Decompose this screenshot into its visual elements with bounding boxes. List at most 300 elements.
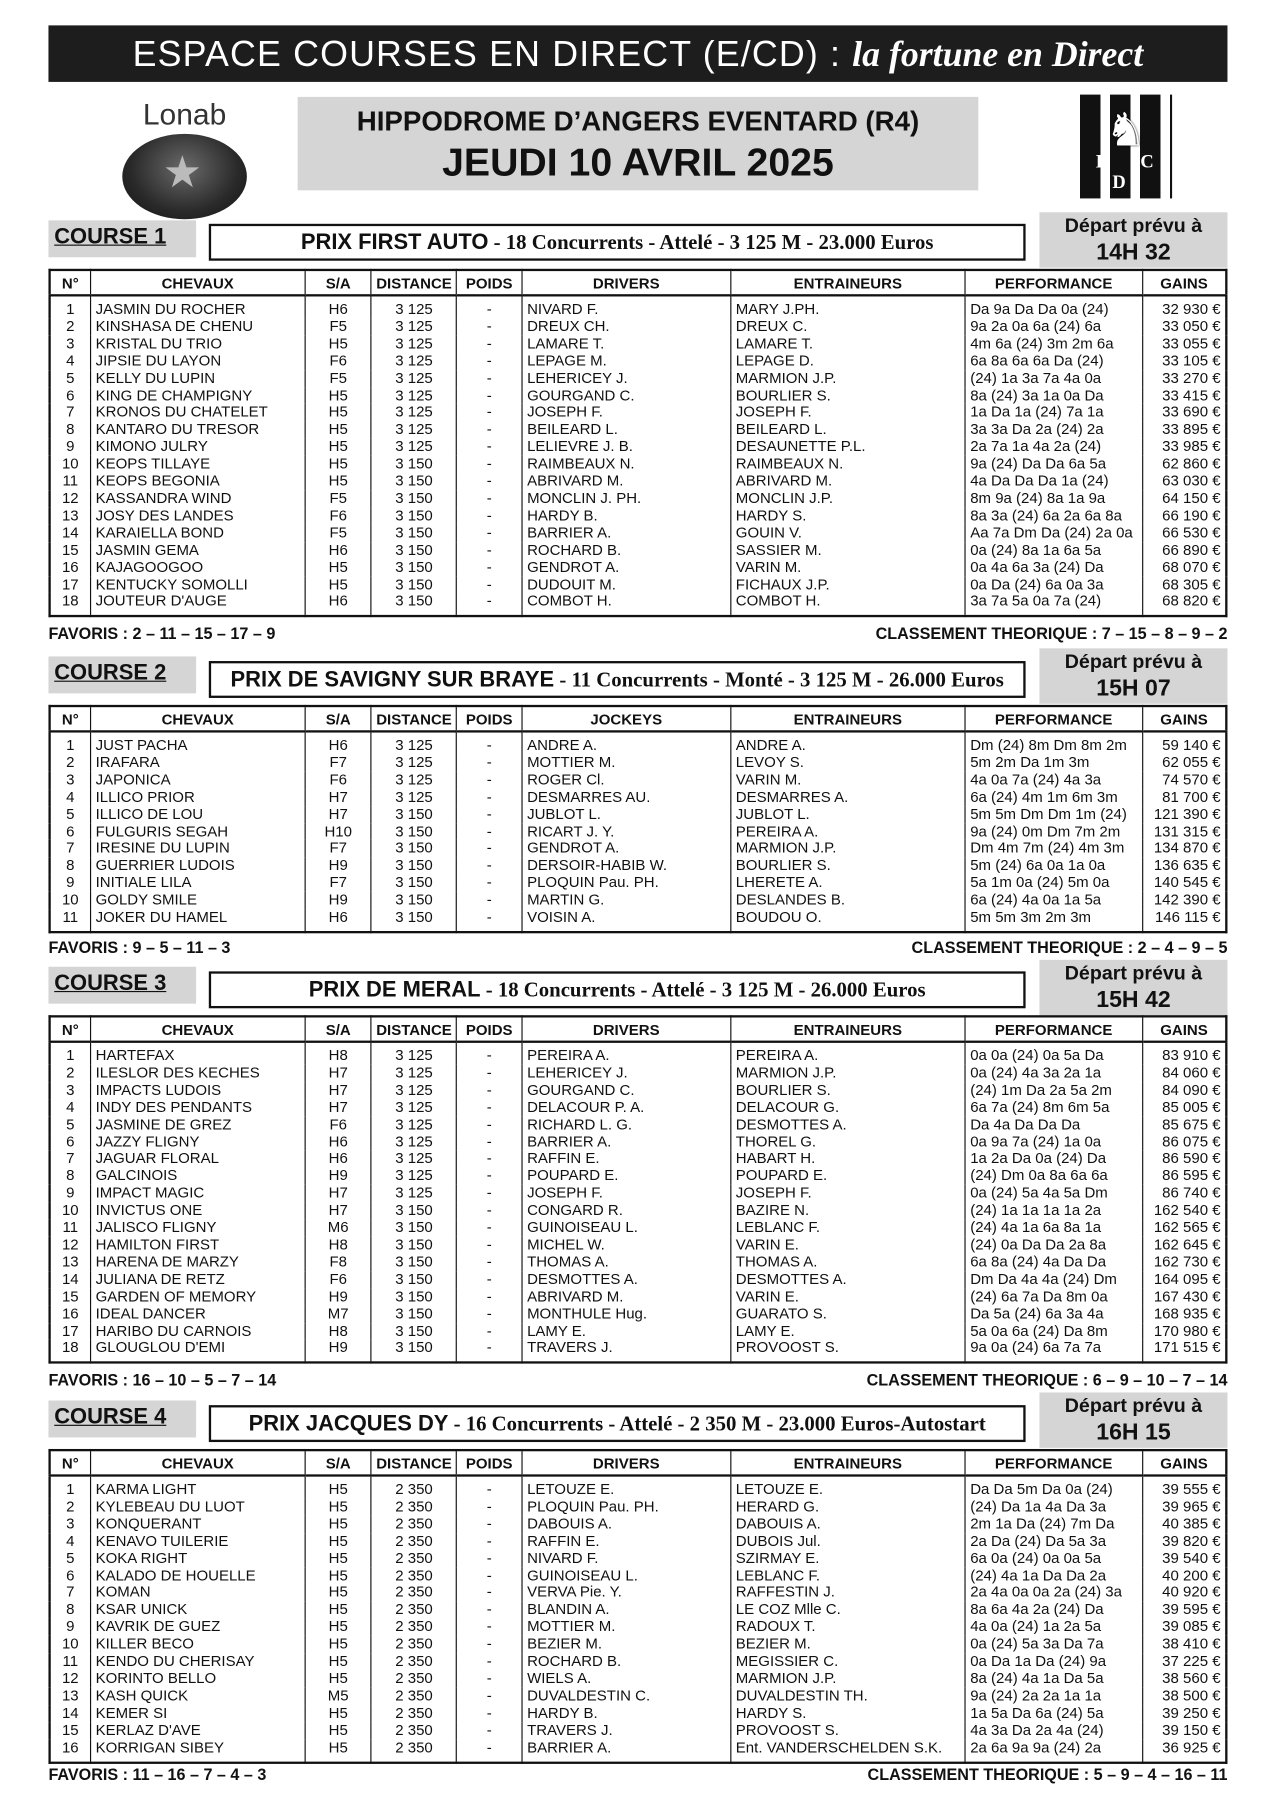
column-header-num: N° — [50, 1450, 91, 1475]
col-horse: ILLICO DE LOU — [90, 806, 305, 823]
col-earnings: 162 540 € — [1142, 1202, 1226, 1219]
table-row — [50, 1533, 1227, 1550]
course-3-depart-box — [1039, 960, 1227, 1015]
col-distance: 3 125 — [371, 1133, 456, 1150]
col-performance: 2a 7a 1a 4a 2a (24) — [965, 439, 1142, 456]
col-driver: HARDY B. — [522, 1705, 731, 1722]
col-horse: GLOUGLOU D'EMI — [90, 1340, 305, 1363]
col-sex-age: F6 — [305, 772, 371, 789]
col-weight: - — [457, 840, 522, 857]
table-header-row — [50, 1016, 1227, 1041]
table-row — [50, 507, 1227, 524]
col-weight: - — [457, 1219, 522, 1236]
col-earnings: 62 055 € — [1142, 754, 1226, 771]
col-earnings: 136 635 € — [1142, 858, 1226, 875]
column-header-driver: JOCKEYS — [522, 706, 731, 731]
col-weight: - — [457, 1254, 522, 1271]
col-performance: 9a 2a 0a 6a (24) 6a — [965, 318, 1142, 335]
col-weight: - — [457, 525, 522, 542]
col-weight: - — [457, 1550, 522, 1567]
table-row — [50, 1202, 1227, 1219]
col-driver: MOTTIER M. — [522, 1619, 731, 1636]
col-trainer: BEZIER M. — [731, 1636, 965, 1653]
col-trainer: LHERETE A. — [731, 875, 965, 892]
col-trainer: BOURLIER S. — [731, 387, 965, 404]
prix-details: - 16 Concurrents - Attelé - 2 350 M - 23.000 Euros-Autostart — [448, 1412, 986, 1436]
table-row — [50, 1305, 1227, 1322]
course-3-prix-box — [209, 971, 1026, 1008]
col-horse: KINSHASA DE CHENU — [90, 318, 305, 335]
col-sex-age: F7 — [305, 875, 371, 892]
col-earnings: 86 740 € — [1142, 1185, 1226, 1202]
col-driver: ROCHARD B. — [522, 1653, 731, 1670]
col-distance: 3 150 — [371, 456, 456, 473]
col-distance: 2 350 — [371, 1636, 456, 1653]
col-distance: 2 350 — [371, 1533, 456, 1550]
table-row — [50, 1042, 1227, 1065]
col-trainer: VARIN M. — [731, 772, 965, 789]
col-weight: - — [457, 1516, 522, 1533]
col-earnings: 33 050 € — [1142, 318, 1226, 335]
col-num: 6 — [50, 1567, 91, 1584]
col-trainer: GUARATO S. — [731, 1305, 965, 1322]
table-row — [50, 1254, 1227, 1271]
table-row — [50, 1168, 1227, 1185]
table-row — [50, 858, 1227, 875]
col-driver: PLOQUIN Pau. PH. — [522, 875, 731, 892]
col-trainer: BOURLIER S. — [731, 858, 965, 875]
col-distance: 3 150 — [371, 892, 456, 909]
ecd-logo — [1080, 95, 1172, 199]
col-performance: 3a 3a Da 2a (24) 2a — [965, 421, 1142, 438]
col-weight: - — [457, 909, 522, 932]
column-header-weight: POIDS — [457, 706, 522, 731]
col-horse: IRAFARA — [90, 754, 305, 771]
col-earnings: 40 385 € — [1142, 1516, 1226, 1533]
col-performance: Da 4a Da Da Da — [965, 1116, 1142, 1133]
col-sex-age: H7 — [305, 806, 371, 823]
col-driver: ABRIVARD M. — [522, 473, 731, 490]
course-1-classement: CLASSEMENT THEORIQUE : 7 – 15 – 8 – 9 – 2 — [875, 624, 1228, 643]
col-driver: GENDROT A. — [522, 559, 731, 576]
table-row — [50, 370, 1227, 387]
col-performance: (24) 0a Da Da 2a 8a — [965, 1237, 1142, 1254]
table-row — [50, 1722, 1227, 1739]
col-driver: GOURGAND C. — [522, 1082, 731, 1099]
col-earnings: 68 820 € — [1142, 593, 1226, 616]
col-performance: 5m (24) 6a 0a 1a 0a — [965, 858, 1142, 875]
col-distance: 2 350 — [371, 1670, 456, 1687]
col-driver: ROCHARD B. — [522, 542, 731, 559]
table-row — [50, 1739, 1227, 1762]
col-sex-age: H5 — [305, 1533, 371, 1550]
col-sex-age: H5 — [305, 1705, 371, 1722]
col-driver: LAMARE T. — [522, 335, 731, 352]
col-performance: Da 9a Da Da 0a (24) — [965, 295, 1142, 318]
col-driver: JOSEPH F. — [522, 404, 731, 421]
prix-details: - 18 Concurrents - Attelé - 3 125 M - 26.000 Euros — [480, 978, 926, 1002]
col-driver: VOISIN A. — [522, 909, 731, 932]
col-earnings: 170 980 € — [1142, 1323, 1226, 1340]
col-distance: 3 150 — [371, 576, 456, 593]
col-trainer: ABRIVARD M. — [731, 473, 965, 490]
col-distance: 3 125 — [371, 789, 456, 806]
col-driver: CONGARD R. — [522, 1202, 731, 1219]
col-trainer: DELACOUR G. — [731, 1099, 965, 1116]
table-row — [50, 1065, 1227, 1082]
course-4-depart-box — [1039, 1392, 1227, 1447]
depart-label: Départ prévu à — [1064, 962, 1203, 985]
course-2-prix-box — [209, 661, 1026, 698]
col-performance: 5a 1m 0a (24) 5m 0a — [965, 875, 1142, 892]
col-horse: JASMIN DU ROCHER — [90, 295, 305, 318]
col-performance: Aa 7a Dm Da (24) 2a 0a — [965, 525, 1142, 542]
prix-details: - 11 Concurrents - Monté - 3 125 M - 26.000 Euros — [554, 667, 1004, 692]
col-driver: DABOUIS A. — [522, 1516, 731, 1533]
col-driver: TRAVERS J. — [522, 1722, 731, 1739]
col-num: 2 — [50, 318, 91, 335]
col-weight: - — [457, 1237, 522, 1254]
col-horse: KASSANDRA WIND — [90, 490, 305, 507]
col-driver: RAIMBEAUX N. — [522, 456, 731, 473]
col-horse: KENDO DU CHERISAY — [90, 1653, 305, 1670]
col-performance: (24) 4a 1a Da Da 2a — [965, 1567, 1142, 1584]
ecd-logo-text: E C D — [1095, 152, 1168, 193]
col-sex-age: H5 — [305, 1653, 371, 1670]
col-num: 15 — [50, 1722, 91, 1739]
column-header-driver: DRIVERS — [522, 1016, 731, 1041]
col-num: 4 — [50, 789, 91, 806]
col-num: 12 — [50, 1237, 91, 1254]
col-weight: - — [457, 593, 522, 616]
col-earnings: 167 430 € — [1142, 1288, 1226, 1305]
col-performance: 5m 5m Dm Dm 1m (24) — [965, 806, 1142, 823]
col-driver: BARRIER A. — [522, 1739, 731, 1762]
title-banner — [48, 25, 1227, 82]
table-row — [50, 1116, 1227, 1133]
col-driver: MONCLIN J. PH. — [522, 490, 731, 507]
col-trainer: MEGISSIER C. — [731, 1653, 965, 1670]
table-row — [50, 1271, 1227, 1288]
col-sex-age: F6 — [305, 507, 371, 524]
table-row — [50, 909, 1227, 932]
col-trainer: DREUX C. — [731, 318, 965, 335]
col-distance: 2 350 — [371, 1498, 456, 1515]
col-num: 12 — [50, 1670, 91, 1687]
col-num: 4 — [50, 1533, 91, 1550]
col-driver: BLANDIN A. — [522, 1602, 731, 1619]
column-header-num: N° — [50, 270, 91, 295]
column-header-distance: DISTANCE — [371, 706, 456, 731]
table-row — [50, 1516, 1227, 1533]
table-row — [50, 1653, 1227, 1670]
col-weight: - — [457, 318, 522, 335]
col-performance: 6a 8a 6a 6a Da (24) — [965, 353, 1142, 370]
col-horse: JULIANA DE RETZ — [90, 1271, 305, 1288]
col-earnings: 39 820 € — [1142, 1533, 1226, 1550]
col-distance: 3 150 — [371, 909, 456, 932]
col-sex-age: H9 — [305, 1168, 371, 1185]
col-driver: MOTTIER M. — [522, 754, 731, 771]
col-performance: 0a (24) 8a 1a 6a 5a — [965, 542, 1142, 559]
col-performance: 2a 6a 9a 9a (24) 2a — [965, 1739, 1142, 1762]
table-row — [50, 387, 1227, 404]
col-sex-age: H5 — [305, 1584, 371, 1601]
col-trainer: FICHAUX J.P. — [731, 576, 965, 593]
col-performance: Dm Da 4a 4a (24) Dm — [965, 1271, 1142, 1288]
col-horse: KEMER SI — [90, 1705, 305, 1722]
column-header-driver: DRIVERS — [522, 1450, 731, 1475]
col-performance: Dm 4m 7m (24) 4m 3m — [965, 840, 1142, 857]
course-4-favoris: FAVORIS : 11 – 16 – 7 – 4 – 3 — [48, 1765, 267, 1784]
column-header-trainer: ENTRAINEURS — [731, 706, 965, 731]
depart-label: Départ prévu à — [1064, 214, 1203, 237]
col-trainer: BEILEARD L. — [731, 421, 965, 438]
col-distance: 3 125 — [371, 754, 456, 771]
col-trainer: BOUDOU O. — [731, 909, 965, 932]
col-trainer: LEBLANC F. — [731, 1567, 965, 1584]
col-performance: 9a (24) Da Da 6a 5a — [965, 456, 1142, 473]
course-1-prix-box — [209, 224, 1026, 261]
col-trainer: SZIRMAY E. — [731, 1550, 965, 1567]
col-sex-age: H5 — [305, 1722, 371, 1739]
col-distance: 3 150 — [371, 1340, 456, 1363]
col-weight: - — [457, 1099, 522, 1116]
col-distance: 3 125 — [371, 335, 456, 352]
table-row — [50, 1670, 1227, 1687]
col-distance: 3 150 — [371, 507, 456, 524]
col-sex-age: H5 — [305, 1602, 371, 1619]
column-header-trainer: ENTRAINEURS — [731, 270, 965, 295]
course-4-label: COURSE 4 — [48, 1401, 196, 1438]
col-num: 7 — [50, 840, 91, 857]
col-performance: 9a (24) 0m Dm 7m 2m — [965, 823, 1142, 840]
table-row — [50, 1567, 1227, 1584]
col-num: 3 — [50, 335, 91, 352]
col-num: 4 — [50, 353, 91, 370]
col-earnings: 162 645 € — [1142, 1237, 1226, 1254]
col-trainer: DESMOTTES A. — [731, 1116, 965, 1133]
col-performance: 1a 5a Da 6a (24) 5a — [965, 1705, 1142, 1722]
col-earnings: 64 150 € — [1142, 490, 1226, 507]
column-header-earnings: GAINS — [1142, 1450, 1226, 1475]
course-1-runners-table — [48, 269, 1227, 618]
col-performance: Da Da 5m Da 0a (24) — [965, 1476, 1142, 1499]
col-horse: KYLEBEAU DU LUOT — [90, 1498, 305, 1515]
col-driver: PEREIRA A. — [522, 1042, 731, 1065]
col-horse: KRISTAL DU TRIO — [90, 335, 305, 352]
col-num: 11 — [50, 1219, 91, 1236]
prix-name: PRIX JACQUES DY — [248, 1412, 449, 1437]
table-row — [50, 1099, 1227, 1116]
col-performance: (24) 4a 1a 6a 8a 1a — [965, 1219, 1142, 1236]
col-trainer: HARDY S. — [731, 1705, 965, 1722]
col-trainer: BAZIRE N. — [731, 1202, 965, 1219]
col-sex-age: H8 — [305, 1237, 371, 1254]
col-sex-age: H6 — [305, 909, 371, 932]
col-horse: ILLICO PRIOR — [90, 789, 305, 806]
column-header-num: N° — [50, 706, 91, 731]
col-sex-age: F5 — [305, 525, 371, 542]
col-driver: RAFFIN E. — [522, 1151, 731, 1168]
col-trainer: POUPARD E. — [731, 1168, 965, 1185]
col-earnings: 164 095 € — [1142, 1271, 1226, 1288]
col-weight: - — [457, 1739, 522, 1762]
column-header-trainer: ENTRAINEURS — [731, 1450, 965, 1475]
col-weight: - — [457, 1619, 522, 1636]
prix-name: PRIX FIRST AUTO — [300, 230, 489, 255]
col-horse: JUST PACHA — [90, 731, 305, 754]
col-weight: - — [457, 823, 522, 840]
col-driver: DESMOTTES A. — [522, 1271, 731, 1288]
column-header-performance: PERFORMANCE — [965, 270, 1142, 295]
col-num: 8 — [50, 1168, 91, 1185]
col-trainer: GOUIN V. — [731, 525, 965, 542]
col-sex-age: H7 — [305, 1082, 371, 1099]
col-horse: KSAR UNICK — [90, 1602, 305, 1619]
col-num: 16 — [50, 1739, 91, 1762]
col-performance: 4a 3a Da 2a 4a (24) — [965, 1722, 1142, 1739]
col-num: 15 — [50, 1288, 91, 1305]
col-earnings: 39 250 € — [1142, 1705, 1226, 1722]
table-row — [50, 473, 1227, 490]
col-num: 1 — [50, 295, 91, 318]
col-earnings: 68 070 € — [1142, 559, 1226, 576]
col-horse: IDEAL DANCER — [90, 1305, 305, 1322]
course-2-favoris: FAVORIS : 9 – 5 – 11 – 3 — [48, 937, 231, 957]
col-sex-age: H6 — [305, 295, 371, 318]
col-distance: 3 125 — [371, 1151, 456, 1168]
col-earnings: 140 545 € — [1142, 875, 1226, 892]
col-performance: 6a 7a (24) 8m 6m 5a — [965, 1099, 1142, 1116]
table-row — [50, 335, 1227, 352]
col-weight: - — [457, 456, 522, 473]
col-earnings: 162 565 € — [1142, 1219, 1226, 1236]
meeting-date: JEUDI 10 AVRIL 2025 — [442, 140, 834, 185]
col-earnings: 40 200 € — [1142, 1567, 1226, 1584]
col-horse: GUERRIER LUDOIS — [90, 858, 305, 875]
col-distance: 2 350 — [371, 1476, 456, 1499]
col-num: 7 — [50, 1584, 91, 1601]
col-sex-age: F5 — [305, 370, 371, 387]
col-earnings: 168 935 € — [1142, 1305, 1226, 1322]
col-horse: KASH QUICK — [90, 1688, 305, 1705]
col-performance: 9a (24) 2a 2a 1a 1a — [965, 1688, 1142, 1705]
col-weight: - — [457, 542, 522, 559]
col-horse: INITIALE LILA — [90, 875, 305, 892]
col-performance: 6a 0a (24) 0a 0a 5a — [965, 1550, 1142, 1567]
col-num: 13 — [50, 1254, 91, 1271]
col-sex-age: H8 — [305, 1323, 371, 1340]
col-trainer: JOSEPH F. — [731, 1185, 965, 1202]
col-weight: - — [457, 1065, 522, 1082]
col-sex-age: H5 — [305, 1476, 371, 1499]
col-weight: - — [457, 507, 522, 524]
lonab-logo — [115, 97, 253, 219]
col-trainer: HARDY S. — [731, 507, 965, 524]
col-weight: - — [457, 559, 522, 576]
col-performance: 0a (24) 5a 4a 5a Dm — [965, 1185, 1142, 1202]
col-sex-age: H7 — [305, 1185, 371, 1202]
col-driver: LAMY E. — [522, 1323, 731, 1340]
column-header-distance: DISTANCE — [371, 1016, 456, 1041]
table-row — [50, 1340, 1227, 1363]
col-performance: 2a Da (24) Da 5a 3a — [965, 1533, 1142, 1550]
column-header-sex-age: S/A — [305, 270, 371, 295]
col-distance: 2 350 — [371, 1722, 456, 1739]
col-driver: LETOUZE E. — [522, 1476, 731, 1499]
table-row — [50, 490, 1227, 507]
col-driver: HARDY B. — [522, 507, 731, 524]
col-earnings: 39 965 € — [1142, 1498, 1226, 1515]
col-horse: JAGUAR FLORAL — [90, 1151, 305, 1168]
col-distance: 2 350 — [371, 1584, 456, 1601]
col-sex-age: H6 — [305, 593, 371, 616]
col-num: 7 — [50, 1151, 91, 1168]
col-distance: 3 125 — [371, 731, 456, 754]
col-distance: 3 125 — [371, 1185, 456, 1202]
col-horse: KERLAZ D'AVE — [90, 1722, 305, 1739]
col-performance: 8a (24) 3a 1a 0a Da — [965, 387, 1142, 404]
col-trainer: COMBOT H. — [731, 593, 965, 616]
col-distance: 2 350 — [371, 1705, 456, 1722]
col-earnings: 62 860 € — [1142, 456, 1226, 473]
col-num: 1 — [50, 1042, 91, 1065]
col-weight: - — [457, 1202, 522, 1219]
col-num: 6 — [50, 823, 91, 840]
col-earnings: 36 925 € — [1142, 1739, 1226, 1762]
col-sex-age: F5 — [305, 490, 371, 507]
col-horse: INDY DES PENDANTS — [90, 1099, 305, 1116]
col-performance: (24) Da 1a 4a Da 3a — [965, 1498, 1142, 1515]
col-driver: MONTHULE Hug. — [522, 1305, 731, 1322]
col-sex-age: F8 — [305, 1254, 371, 1271]
course-3-classement: CLASSEMENT THEORIQUE : 6 – 9 – 10 – 7 – 14 — [866, 1370, 1228, 1389]
col-horse: KING DE CHAMPIGNY — [90, 387, 305, 404]
table-row — [50, 823, 1227, 840]
col-sex-age: H9 — [305, 1288, 371, 1305]
prix-name: PRIX DE SAVIGNY SUR BRAYE — [230, 667, 555, 693]
col-distance: 3 150 — [371, 1271, 456, 1288]
col-weight: - — [457, 1151, 522, 1168]
col-driver: GENDROT A. — [522, 840, 731, 857]
col-horse: JALISCO FLIGNY — [90, 1219, 305, 1236]
column-header-performance: PERFORMANCE — [965, 1450, 1142, 1475]
col-horse: KEOPS TILLAYE — [90, 456, 305, 473]
table-row — [50, 731, 1227, 754]
col-driver: GUINOISEAU L. — [522, 1567, 731, 1584]
col-driver: JUBLOT L. — [522, 806, 731, 823]
col-performance: 6a (24) 4m 1m 6m 3m — [965, 789, 1142, 806]
col-num: 9 — [50, 1619, 91, 1636]
col-sex-age: H5 — [305, 456, 371, 473]
col-sex-age: F7 — [305, 754, 371, 771]
table-row — [50, 1705, 1227, 1722]
col-earnings: 86 595 € — [1142, 1168, 1226, 1185]
col-sex-age: H5 — [305, 1636, 371, 1653]
col-driver: TRAVERS J. — [522, 1340, 731, 1363]
col-sex-age: H6 — [305, 731, 371, 754]
table-row — [50, 576, 1227, 593]
table-row — [50, 892, 1227, 909]
table-row — [50, 525, 1227, 542]
course-3-label: COURSE 3 — [48, 967, 196, 1004]
col-driver: DUDOUIT M. — [522, 576, 731, 593]
col-num: 17 — [50, 576, 91, 593]
col-distance: 3 125 — [371, 1099, 456, 1116]
col-num: 1 — [50, 1476, 91, 1499]
col-sex-age: H5 — [305, 1619, 371, 1636]
